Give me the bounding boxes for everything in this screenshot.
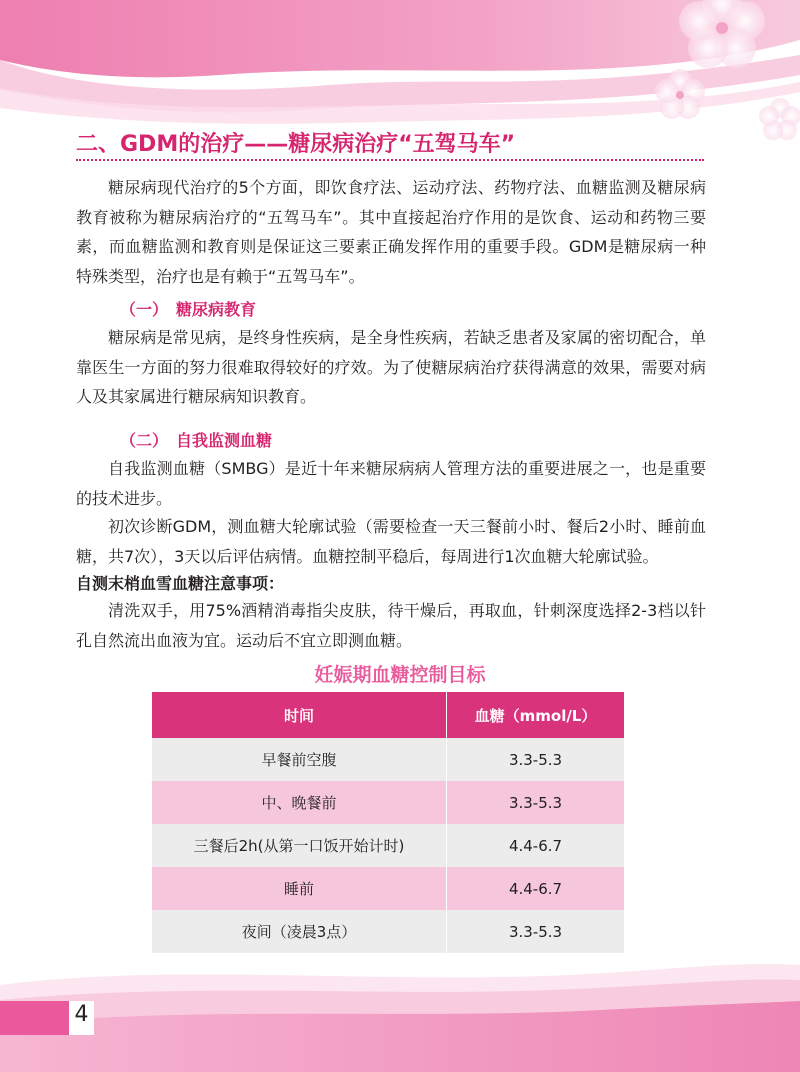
section-title: 二、GDM的治疗——糖尿病治疗“五驾马车”: [76, 132, 516, 157]
table-cell-value: 3.3-5.3: [447, 738, 625, 781]
profile-test-paragraph: 初次诊断GDM，测血糖大轮廓试验（需要检查一天三餐前小时、餐后2小时、睡前血糖，共7次），3天以后评估病情。血糖控制平稳后，每周进行1次血糖大轮廓试验。: [76, 517, 706, 566]
table-row: [152, 781, 624, 824]
intro-paragraph: 糖尿病现代治疗的5个方面，即饮食疗法、运动疗法、药物疗法、血糖监测及糖尿病教育被称为糖尿病治疗的“五驾马车”。其中直接起治疗作用的是饮食、运动和药物三要素，而血糖监测和教育则是保证这三要素正确发挥作用的重要手段。GDM是糖尿病一种特殊类型，治疗也是有赖于“五驾马车”。: [76, 178, 706, 286]
table-cell-time: 三餐后2h(从第一口饭开始计时): [152, 824, 447, 867]
table-cell-value: 3.3-5.3: [447, 781, 625, 824]
table-cell-time: 睡前: [152, 867, 447, 910]
table-row: [152, 824, 624, 867]
glucose-target-table: [152, 692, 624, 953]
flower-icon: [759, 98, 800, 140]
column-header-glucose: 血糖（mmol/L）: [447, 692, 625, 738]
education-paragraph: 糖尿病是常见病，是终身性疾病，是全身性疾病，若缺乏患者及家属的密切配合，单靠医生一方面的努力很难取得较好的疗效。为了使糖尿病治疗获得满意的效果，需要对病人及其家属进行糖尿病知识教育。: [76, 328, 706, 406]
column-header-time: 时间: [152, 692, 447, 738]
page-number: 4: [74, 1002, 89, 1027]
table-cell-time: 中、晚餐前: [152, 781, 447, 824]
table-cell-time: 早餐前空腹: [152, 738, 447, 781]
flower-icon: [679, 0, 765, 68]
table-row: [152, 738, 624, 781]
table-cell-time: 夜间（凌晨3点）: [152, 910, 447, 953]
monitoring-heading: （二） 自我监测血糖: [120, 431, 273, 450]
precautions-paragraph: 清洗双手，用75%酒精消毒指尖皮肤，待干燥后，再取血，针刺深度选择2-3档以针孔自然流出血液为宜。运动后不宜立即测血糖。: [76, 601, 706, 650]
table-title: 妊娠期血糖控制目标: [314, 664, 486, 686]
table-row: [152, 910, 624, 953]
monitoring-paragraph: 自我监测血糖（SMBG）是近十年来糖尿病病人管理方法的重要进展之一，也是重要的技术进步。: [76, 459, 706, 508]
table-row: [152, 867, 624, 910]
education-heading: （一） 糖尿病教育: [120, 300, 257, 319]
footer-decoration: [0, 955, 800, 1072]
table-cell-value: 4.4-6.7: [447, 824, 625, 867]
precautions-heading: 自测末梢血雪血糖注意事项：: [76, 574, 285, 593]
title-divider: [76, 159, 704, 161]
table-header-row: [152, 692, 624, 738]
table-cell-value: 3.3-5.3: [447, 910, 625, 953]
table-cell-value: 4.4-6.7: [447, 867, 625, 910]
